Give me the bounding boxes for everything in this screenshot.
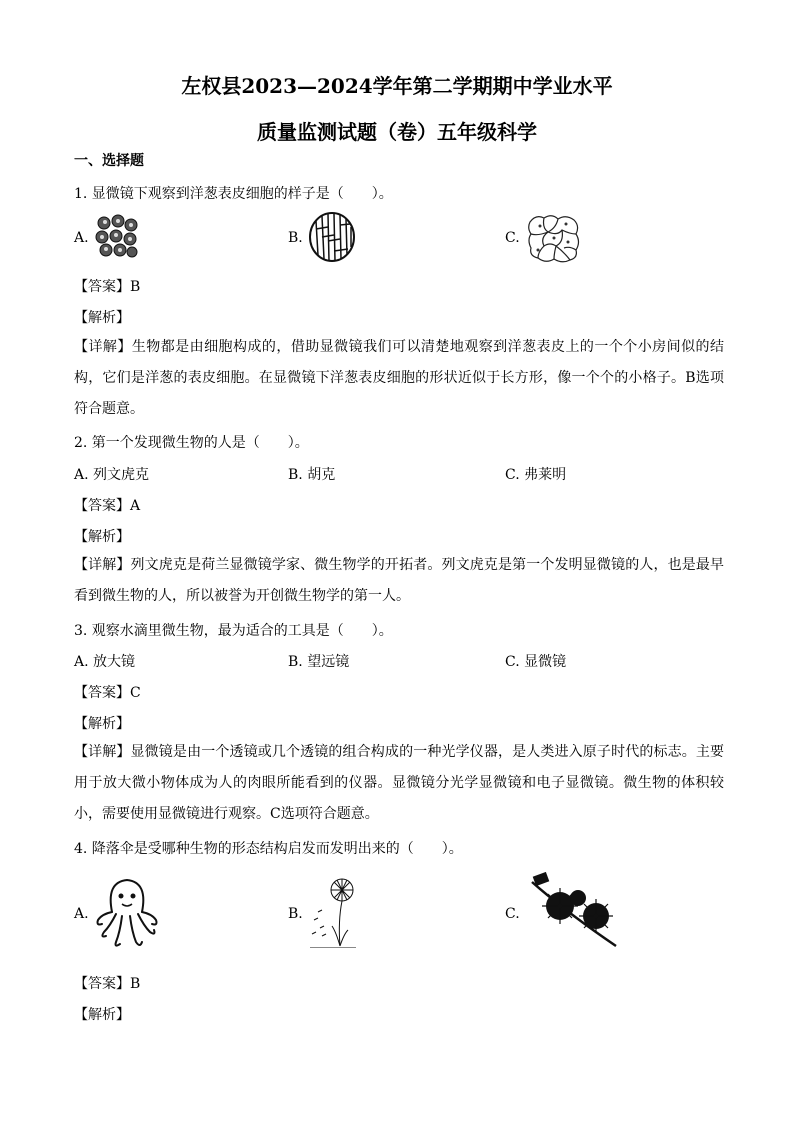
q1-option-a-image xyxy=(94,213,140,259)
q2-option-a: A. 列文虎克 xyxy=(74,467,150,483)
q2-option-c: C. 弗莱明 xyxy=(505,467,567,483)
q2-analysis-label: 【解析】 xyxy=(74,529,130,545)
q4-option-c-label: C. xyxy=(505,906,520,922)
page-title-line2: 质量监测试题（卷）五年级科学 xyxy=(257,120,537,144)
q3-option-c: C. 显微镜 xyxy=(505,654,567,670)
page-title-line1: 左权县2023—2024学年第二学期期中学业水平 xyxy=(181,74,613,98)
q2-detail: 【详解】列文虎克是荷兰显微镜学家、微生物学的开拓者。列文虎克是第一个发明显微镜的人，也是最早看到微生物的人，所以被誉为开创微生物学的第一人。 xyxy=(74,557,724,604)
q1-option-b-label: B. xyxy=(288,230,303,246)
q1-option-c-image xyxy=(526,212,582,264)
q1-option-c-label: C. xyxy=(505,230,520,246)
q1-option-a-label: A. xyxy=(74,230,89,246)
q1-detail: 【详解】生物都是由细胞构成的，借助显微镜我们可以清楚地观察到洋葱表皮上的一个个小房间似的结构，它们是洋葱的表皮细胞。在显微镜下洋葱表皮细胞的形状近似于长方形，像一个个的小格子。B选项符合题意。 xyxy=(74,339,724,417)
q3-analysis-label: 【解析】 xyxy=(74,716,130,732)
q4-option-a-octopus-image xyxy=(92,874,162,948)
q2-option-b: B. 胡克 xyxy=(288,467,336,483)
question-3-stem: 3. 观察水滴里微生物，最为适合的工具是（ ）。 xyxy=(74,623,393,639)
question-4-stem: 4. 降落伞是受哪种生物的形态结构启发而发明出来的（ ）。 xyxy=(74,841,463,857)
q4-option-a-label: A. xyxy=(74,906,89,922)
q4-option-b-label: B. xyxy=(288,906,303,922)
section-heading: 一、选择题 xyxy=(74,153,144,169)
q4-option-c-burdock-image xyxy=(526,872,618,950)
q3-detail: 【详解】显微镜是由一个透镜或几个透镜的组合构成的一种光学仪器，是人类进入原子时代的标志。主要用于放大微小物体成为人的肉眼所能看到的仪器。显微镜分光学显微镜和电子显微镜。微生物的体积较小，需要使用显微镜进行观察。C选项符合题意。 xyxy=(74,744,724,822)
question-2-stem: 2. 第一个发现微生物的人是（ ）。 xyxy=(74,435,309,451)
q3-option-a: A. 放大镜 xyxy=(74,654,136,670)
q4-analysis-label: 【解析】 xyxy=(74,1007,130,1023)
q1-option-b-image xyxy=(308,211,356,263)
q1-analysis-label: 【解析】 xyxy=(74,310,130,326)
q2-answer: 【答案】A xyxy=(74,498,141,514)
q4-option-b-dandelion-image xyxy=(308,876,358,948)
q3-answer: 【答案】C xyxy=(74,685,141,701)
q3-option-b: B. 望远镜 xyxy=(288,654,350,670)
q1-answer: 【答案】B xyxy=(74,279,141,295)
q4-answer: 【答案】B xyxy=(74,976,141,992)
question-1-stem: 1. 显微镜下观察到洋葱表皮细胞的样子是（ ）。 xyxy=(74,186,393,202)
